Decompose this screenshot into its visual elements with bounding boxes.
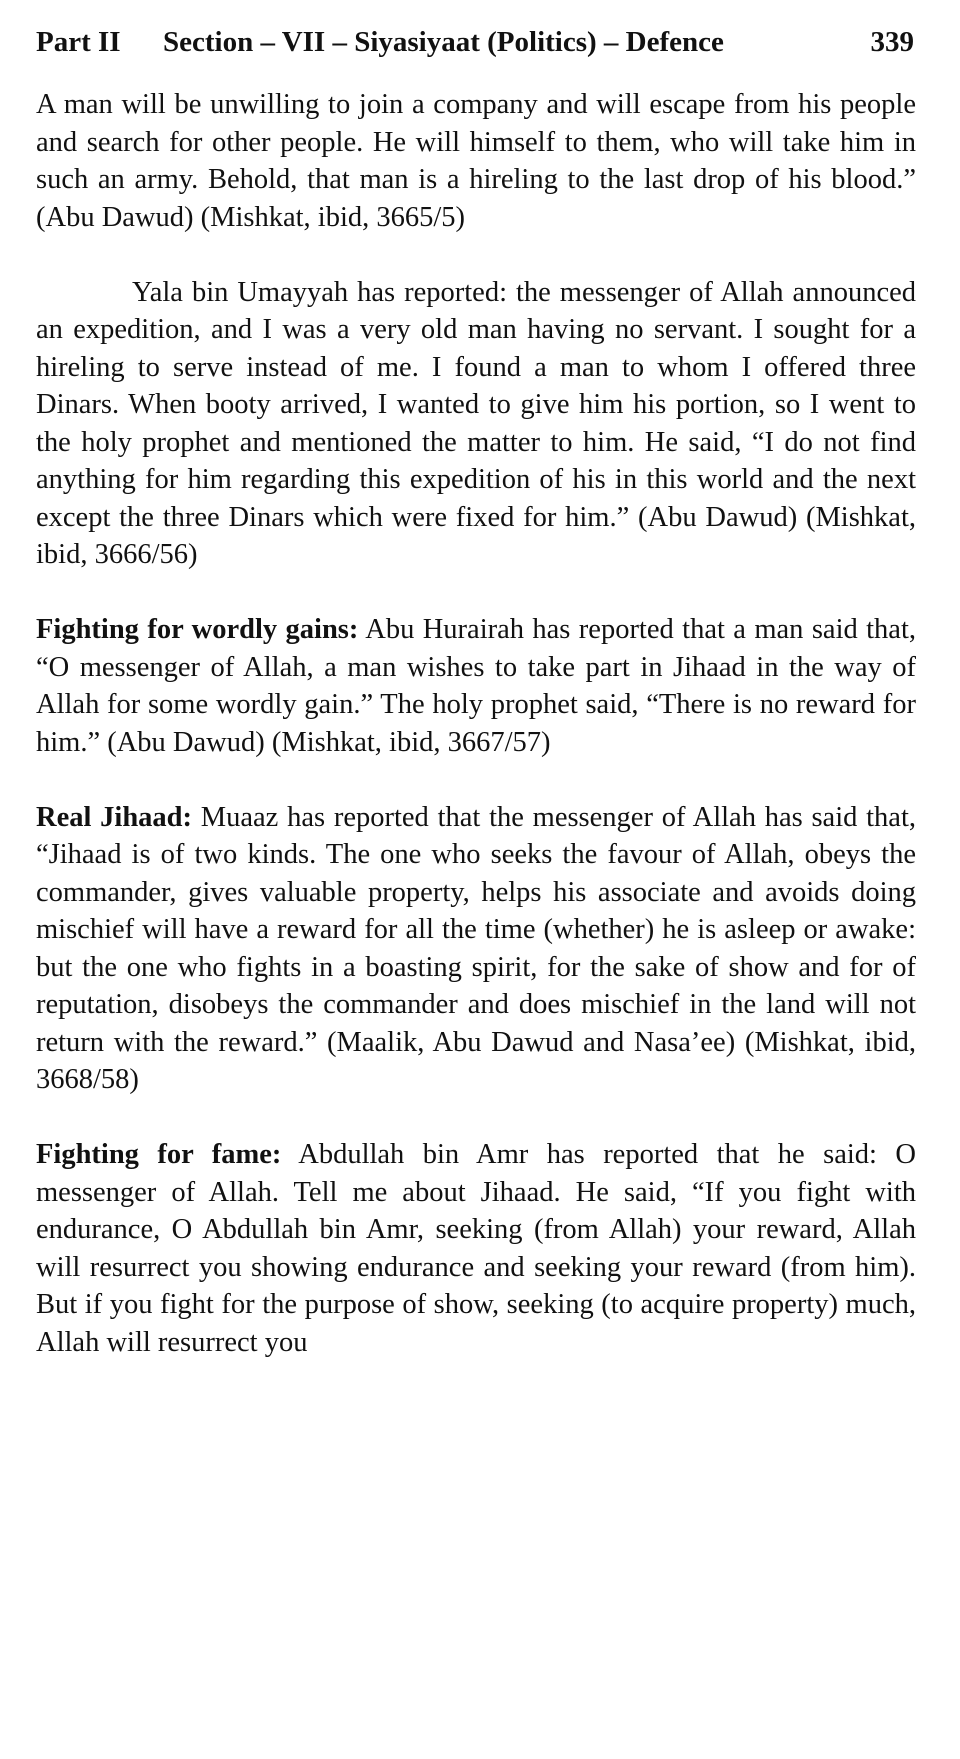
paragraph-hireling: [36, 86, 916, 236]
paragraph-text: Muaaz has reported that the messenger of Allah has said that, “Jihaad is of two kinds. The one who seeks the favour of Allah, obeys the commander, gives valuable property, helps his associate and avoids doing mischief will have a reward for all the time (whether) he is asleep or awake: but the one who fights in a boasting spirit, for the sake of show and for of reputation, disobeys the commander and does mischief in the land will not return with the reward.” (Maalik, Abu Dawud and Nasa’ee) (Mishkat, ibid, 3668/58): [36, 801, 916, 1095]
header-section-title: Section – VII – Siyasiyaat (Politics) – Defence: [163, 26, 724, 58]
page-number: 339: [870, 26, 914, 58]
paragraph-real-jihaad: [36, 799, 916, 1099]
paragraph-text: Yala bin Umayyah has reported: the messenger of Allah announced an expedition, and I was a very old man having no servant. I sought for a hireling to serve instead of me. I found a man to whom I offered three Dinars. When booty arrived, I wanted to give him his portion, so I went to the holy prophet and mentioned the matter to him. He said, “I do not find anything for him regarding this expedition of his in this world and the next except the three Dinars which were fixed for him.” (Abu Dawud) (Mishkat, ibid, 3666/56): [36, 276, 916, 570]
header-part: Part II: [36, 26, 121, 58]
running-header: [36, 22, 916, 62]
paragraph-lead-heading: Real Jihaad:: [36, 801, 193, 833]
paragraph-wordly-gains: [36, 611, 916, 761]
paragraph-fighting-for-fame: [36, 1136, 916, 1361]
paragraph-text: A man will be unwilling to join a company and will escape from his people and search for other people. He will himself to them, who will take him in such an army. Behold, that man is a hireling to the last drop of his blood.” (Abu Dawud) (Mishkat, ibid, 3665/5): [36, 89, 916, 233]
paragraph-text: Abu Hurairah has reported that a man said that, “O messenger of Allah, a man wishes to take part in Jihaad in the way of Allah for some wordly gain.” The holy prophet said, “There is no reward for him.” (Abu Dawud) (Mishkat, ibid, 3667/57): [36, 614, 916, 758]
paragraph-yala-bin-umayyah: [36, 274, 916, 574]
body-text: [36, 86, 916, 1361]
paragraph-lead-heading: Fighting for fame:: [36, 1139, 282, 1170]
paragraph-lead-heading: Fighting for wordly gains:: [36, 614, 359, 645]
paragraph-text: Abdullah bin Amr has reported that he said: O messenger of Allah. Tell me about Jihaad. He said, “If you fight with endurance, O Abdullah bin Amr, seeking (from Allah) your reward, Allah will resurrect you showing endurance and seeking your reward (from him). But if you fight for the purpose of show, seeking (to acquire property) much, Allah will resurrect you: [36, 1139, 916, 1358]
page: [36, 22, 916, 1361]
